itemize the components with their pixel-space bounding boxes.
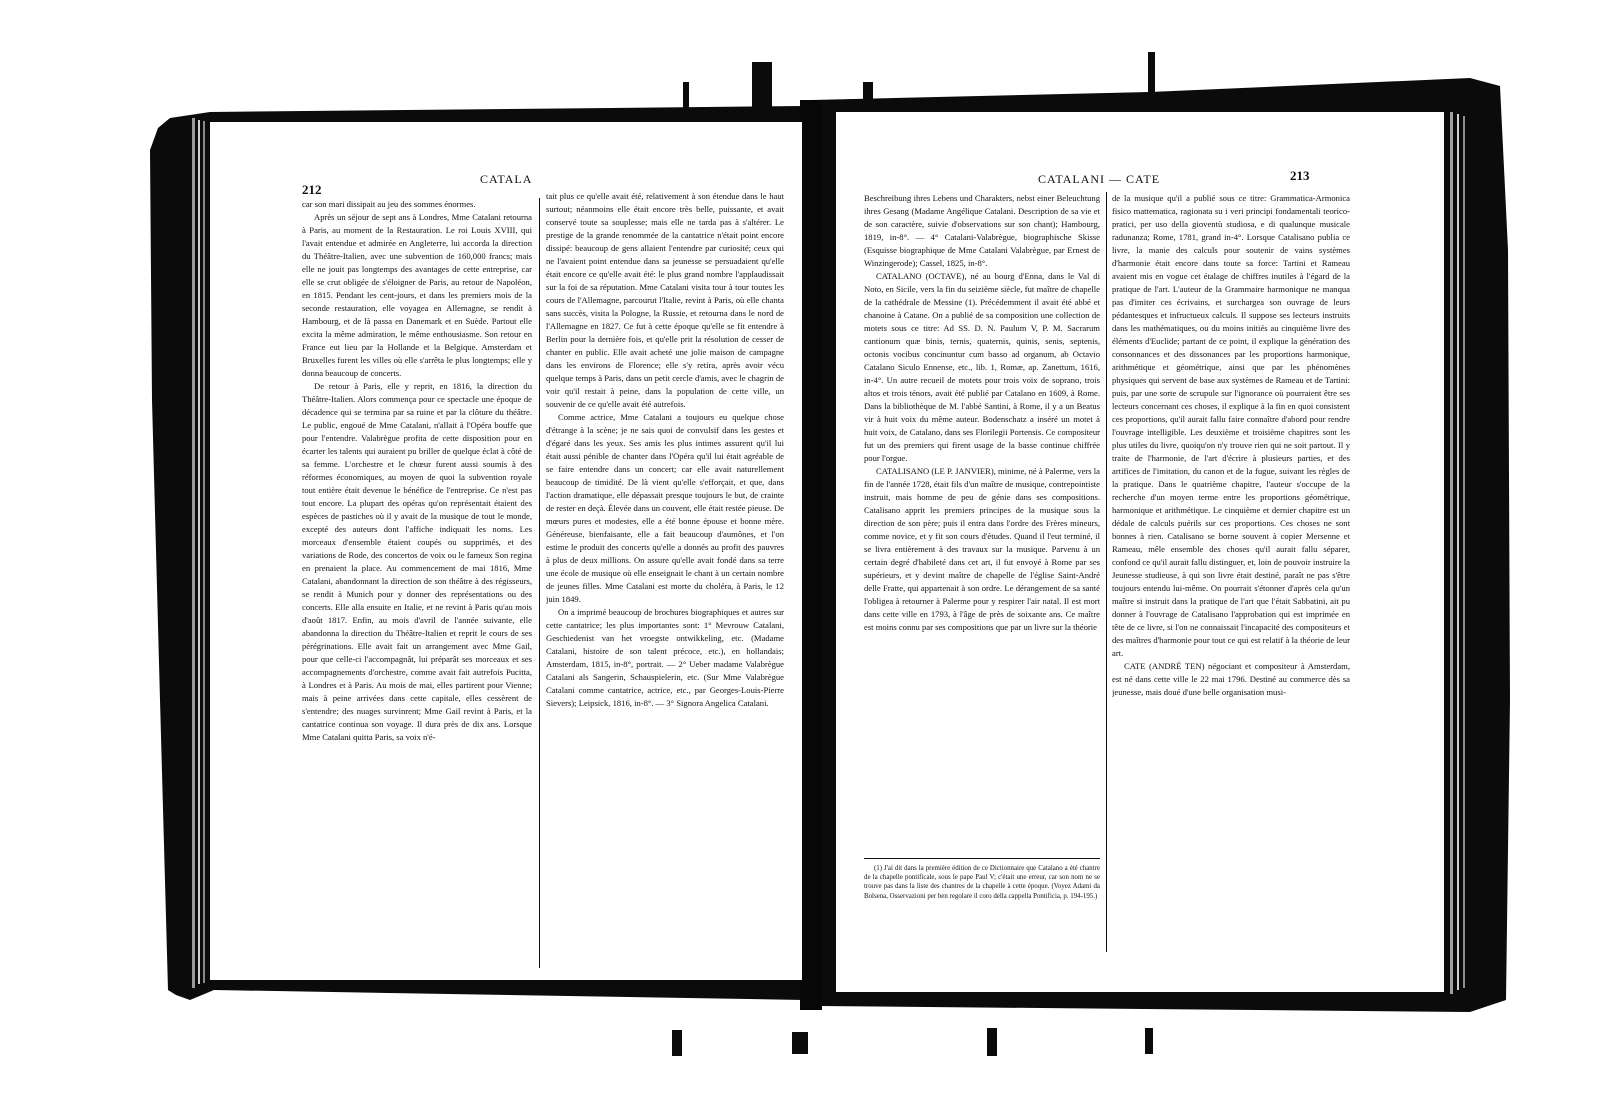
running-head: CATALANI — CATE xyxy=(1038,172,1161,186)
paragraph: tait plus ce qu'elle avait été, relativement à son étendue dans le haut surtout; néanmoins elle était encore très belle, puissante, et avait conservé toute sa souplesse; mais elle ne tarda pas à s'altérer. Le prestige de la grande renommée de la cantatrice n'était point encore dissipé: beaucoup de gens allaient l'entendre par curiosité; ceux qui ne l'avaient point entendue dans sa jeunesse se persuadaient qu'elle était encore ce qu'elle avait été: le plus grand nombre l'applaudissait sur la foi de sa réputation. Mme Catalani visita tour à tour toutes les cours de l'Allemagne, parcourut l'Italie, revint à Paris, où elle chanta sans succès, visita la Pologne, la Russie, et retourna dans le nord de l'Allemagne en 1827. Ce fut à cette époque qu'elle se fit entendre à Berlin pour la dernière fois, et qu'elle prit la résolution de cesser de chanter en public. Elle avait acheté une jolie maison de campagne dans les environs de Florence; elle s'y retira, après avoir vécu quelque temps à Paris, dans un petit cercle d'amis, avec le chagrin de voir qu'il restait à peine, dans la population de cette ville, un souvenir de ce qu'elle avait été autrefois. xyxy=(546,191,784,409)
paragraph: CATE (ANDRÉ TEN) négociant et compositeur à Amsterdam, est né dans cette ville le 22 mai 1796. Destiné au commerce dès sa jeunesse, mais doué d'une belle organisation musi- xyxy=(1112,661,1350,697)
column-rule xyxy=(539,198,540,968)
paragraph: de la musique qu'il a publié sous ce titre: Grammatica-Armonica fisico mattematica, ragionata su i veri principi fondamentali teorico-pratici, per uso della gioventù studiosa, e di qualunque musicale radunanza; Rome, 1781, grand in-4°. Lorsque Catalisano publia ce livre, la manie des calculs pour soutenir de vains systèmes d'harmonie était encore dans toute sa force: Tartini et Rameau avaient mis en vogue cet étalage de chiffres inutiles à l'égard de la pratique de l'art. L'auteur de la Grammaire harmonique ne manqua pas d'imiter ces écrivains, et surchargea son ouvrage de leurs pédantesques et infructueux calculs. Il suppose ses lecteurs instruits dans les mathématiques, ou du moins initiés au cinquième livre des éléments d'Euclide; partant de ce point, il explique la génération des consonnances et des dissonances par les proportions harmonique, arithmétique et géométrique, ainsi que par les phénomènes physiques qui servent de base aux systèmes de Rameau et de Tartini: puis, par une sorte de scrupule sur l'ignorance où pourraient être ses lecteurs concernant ces choses, il explique à la fin en quoi consistent ces proportions, qu'il aurait fallu faire connaître d'abord pour rendre l'ouvrage intelligible. Les deuxième et troisième chapitres sont les plus utiles du livre, quoiqu'on n'y trouve rien qui ne soit partout. Il y traite de l'harmonie, de l'art d'écrire à plusieurs parties, et des artifices de l'imitation, du canon et de la fugue, suivant les règles de la pratique. Dans le quatrième chapitre, l'auteur s'occupe de la recherche d'un moyen terme entre les proportions géométrique, harmonique et arithmétique. Le cinquième et dernier chapitre est un dédale de calculs puérils sur ces proportions. Ces choses ne sont bonnes à rien. Catalisano se borne souvent à copier Mersenne et Rameau, mêle ensemble des choses qu'il aurait fallu séparer, confond ce qu'il aurait fallu distinguer, et, loin de pouvoir instruire la Jeunesse studieuse, à qui son livre était destiné, paraît ne pas s'être toujours entendu lui-même. On pourrait s'étonner d'après cela qu'un maître si instruit dans la pratique de l'art que l'était Sabbatini, ait pu donner à l'ouvrage de Catalisano l'approbation qui est imprimée en tête de ce livre, si l'on ne connaissait l'incapacité des compositeurs et des maîtres d'harmonie pour tout ce qui est relatif à la théorie de leur art. xyxy=(1112,193,1350,658)
paragraph: De retour à Paris, elle y reprit, en 1816, la direction du Théâtre-Italien. Alors commença pour ce spectacle une époque de décadence qui se termina par sa ruine et par la clôture du théâtre. Le public, engoué de Mme Catalani, n'allait à l'Opéra bouffe que pour l'entendre. Valabrègue profita de cette disposition pour en écarter les talents qui auraient pu briller de quelque éclat à côté de sa femme. L'orchestre et le chœur furent aussi soumis à des réformes économiques, au moyen de quoi la subvention royale tout entière était devenue le bénéfice de l'entreprise. Ce n'est pas tout encore. La plupart des opéras qu'on représentait étaient des espèces de pastiches où il y avait de la musique de tout le monde, excepté des auteurs dont l'affiche indiquait les noms. Les morceaux d'ensemble étaient coupés ou supprimés, et des variations de Rode, des concertos de voix ou le fameux Son regina en prenaient la place. Au commencement de mai 1816, Mme Catalani, abandonnant la direction de son théâtre à des régisseurs, se rendit à Munich pour y donner des représentations ou des concerts. Elle alla ensuite en Italie, et ne revint à Paris qu'au mois d'août 1817. Enfin, au mois d'avril de l'année suivante, elle abandonna la direction du Théâtre-Italien et reprit le cours de ses pérégrinations. Elle avait fait un arrangement avec Mme Gail, pour que celle-ci l'accompagnât, lui préparât ses morceaux et ses accompagnements d'orchestre, comme avait fait autrefois Pucitta, à Londres et à Paris. Au mois de mai, elles partirent pour Vienne; mais à peine arrivées dans cette capitale, elles cessèrent de s'entendre; des nuages survinrent; Mme Gail revint à Paris, et la cantatrice continua son voyage. Il dura près de dix ans. Lorsque Mme Catalani quitta Paris, sa voix n'é- xyxy=(302,381,532,742)
paragraph: Comme actrice, Mme Catalani a toujours eu quelque chose d'étrange à la scène; je ne sais quoi de convulsif dans les gestes et d'égaré dans les yeux. Ses amis les plus intimes assurent qu'il lui était aussi pénible de chanter dans l'Opéra qu'il lui était agréable de se faire entendre dans un concert; car elle avait naturellement beaucoup de timidité. De là vient qu'elle s'efforçait, et que, dans l'action dramatique, elle dépassait presque toujours le but, de crainte de rester en deçà. Élevée dans un couvent, elle était restée pieuse. De mœurs pures et modestes, elle a été bonne épouse et bonne mère. Généreuse, bienfaisante, elle a fait beaucoup d'aumônes, et l'on estime le produit des concerts qu'elle a donnés au profit des pauvres à plus de deux millions. On assure qu'elle avait fondé dans sa terre une école de musique où elle enseignait le chant à un certain nombre de jeunes filles. Mme Catalani est morte du choléra, à Paris, le 12 juin 1849. xyxy=(546,412,784,604)
footnote-rule xyxy=(864,858,1100,859)
left-page-column-2 xyxy=(546,190,784,968)
right-page-footnote xyxy=(864,864,1100,950)
paragraph: car son mari dissipait au jeu des sommes énormes. xyxy=(302,199,476,209)
paragraph: Après un séjour de sept ans à Londres, Mme Catalani retourna à Paris, au moment de la Restauration. Le roi Louis XVIII, qui l'avait entendue et admirée en Angleterre, lui accorda la direction du Théâtre-Italien, avec une subvention de 160,000 francs; mais elle ne jouit pas longtemps des avantages de cette entreprise, car elle se crut obligée de s'éloigner de Paris, au retour de Napoléon, en 1815. Pendant les cent-jours, et dans les premiers mois de la seconde restauration, elle voyagea en Allemagne, se rendit à Hambourg, et de là passa en Danemark et en Suède. Partout elle excita la même admiration, le même enthousiasme. Son retour en France eut lieu par la Hollande et la Belgique. Amsterdam et Bruxelles furent les villes où elle s'arrêta le plus longtemps; elle y donna beaucoup de concerts. xyxy=(302,212,532,378)
paragraph: Beschreibung ihres Lebens und Charakters, nebst einer Beleuchtung ihres Gesang (Madame Angélique Catalani. Description de sa vie et de son caractère, suivie d'observations sur son chant); Hambourg, 1819, in-8°. — 4° Catalani-Valabrègue, biographische Skisse (Esquisse biographique de Mme Catalani Valabrègue, par Ernest de Winzingerode); Cassel, 1825, in-8°. xyxy=(864,193,1100,268)
paragraph: CATALANO (OCTAVE), né au bourg d'Enna, dans le Val di Noto, en Sicile, vers la fin du seizième siècle, fut maître de chapelle de la cathédrale de Messine (1). Précédemment il avait été abbé et chanoine à Catane. On a publié de sa composition une collection de motets sous ce titre: Ad SS. D. N. Paulum V, P. M. Sacrarum cantionum quæ binis, ternis, quaternis, quinis, senis, septenis, octonis vocibus concinuntur cum basso ad organum, ab Octavio Catalano Siculo Ennense, etc., lib. 1, Romæ, ap. Zanettum, 1616, in-4°. Un autre recueil de motets pour trois voix de soprano, trois altos et trois ténors, avait été publié par Catalano en 1609, à Rome. Dans la bibliothèque de M. l'abbé Santini, à Rome, il y a un Beatus vir à huit voix du même auteur. Bodenschatz a inséré un motet à huit voix, de Catalano, dans ses Florilegii Portensis. Ce compositeur fut un des premiers qui firent usage de la basse continue chiffrée pour l'orgue. xyxy=(864,271,1100,463)
footnote: (1) J'ai dit dans la première édition de ce Dictionnaire que Catalano a été chantre de la chapelle pontificale, sous le pape Paul V; c'était une erreur, car son nom ne se trouve pas dans la liste des chantres de la chapelle à cette époque. (Voyez Adami da Bolsena, Osservazioni per ben regolare il coro della cappella Pontificia, p. 194-195.) xyxy=(864,865,1100,900)
paragraph: On a imprimé beaucoup de brochures biographiques et autres sur cette cantatrice; les plus importantes sont: 1° Mevrouw Catalani, Geschiedenist van het vroegste ontwikkeling, etc. (Madame Catalani, histoire de son talent précoce, etc.), en hollandais; Amsterdam, 1815, in-8°, portrait. — 2° Ueber madame Valabrègue Catalani als Sangerin, Schauspielerin, etc. (Sur Mme Valabrègue Catalani comme cantatrice, actrice, etc., par Georges-Louis-Pierre Sievers); Leipsick, 1816, in-8°. — 3° Signora Angelica Catalani. xyxy=(546,607,784,708)
right-page-column-2 xyxy=(1112,192,1350,964)
right-page xyxy=(836,112,1444,992)
right-page-column-1 xyxy=(864,192,1100,860)
left-page-column-1 xyxy=(302,198,532,968)
page-number: 212 xyxy=(302,182,322,197)
column-rule xyxy=(1106,192,1107,952)
page-number: 213 xyxy=(1290,168,1310,183)
paragraph: CATALISANO (LE P. JANVIER), minime, né à Palerme, vers la fin de l'année 1728, était fils d'un maître de musique, contrepointiste instruit, mais homme de peu de génie dans ses compositions. Catalisano apprit les premiers principes de la musique sous la direction de son père; puis il entra dans l'ordre des Frères mineurs, comme novice, et y fit son cours d'études. Quand il l'eut terminé, il se livra entièrement à des travaux sur la musique. Parvenu à un certain degré d'habileté dans cet art, il fut envoyé à Rome par ses supérieurs, et y devint maître de chapelle de l'église Saint-André delle Fratte, qui appartenait à son ordre. Le dérangement de sa santé l'obligea à retourner à Palerme pour y respirer l'air natal. Il est mort dans cette ville en 1793, à l'âge de près de soixante ans. Ce maître est moins connu par ses compositions que par un livre sur la théorie xyxy=(864,466,1100,632)
left-page xyxy=(210,122,802,980)
running-head: CATALA xyxy=(480,172,533,186)
